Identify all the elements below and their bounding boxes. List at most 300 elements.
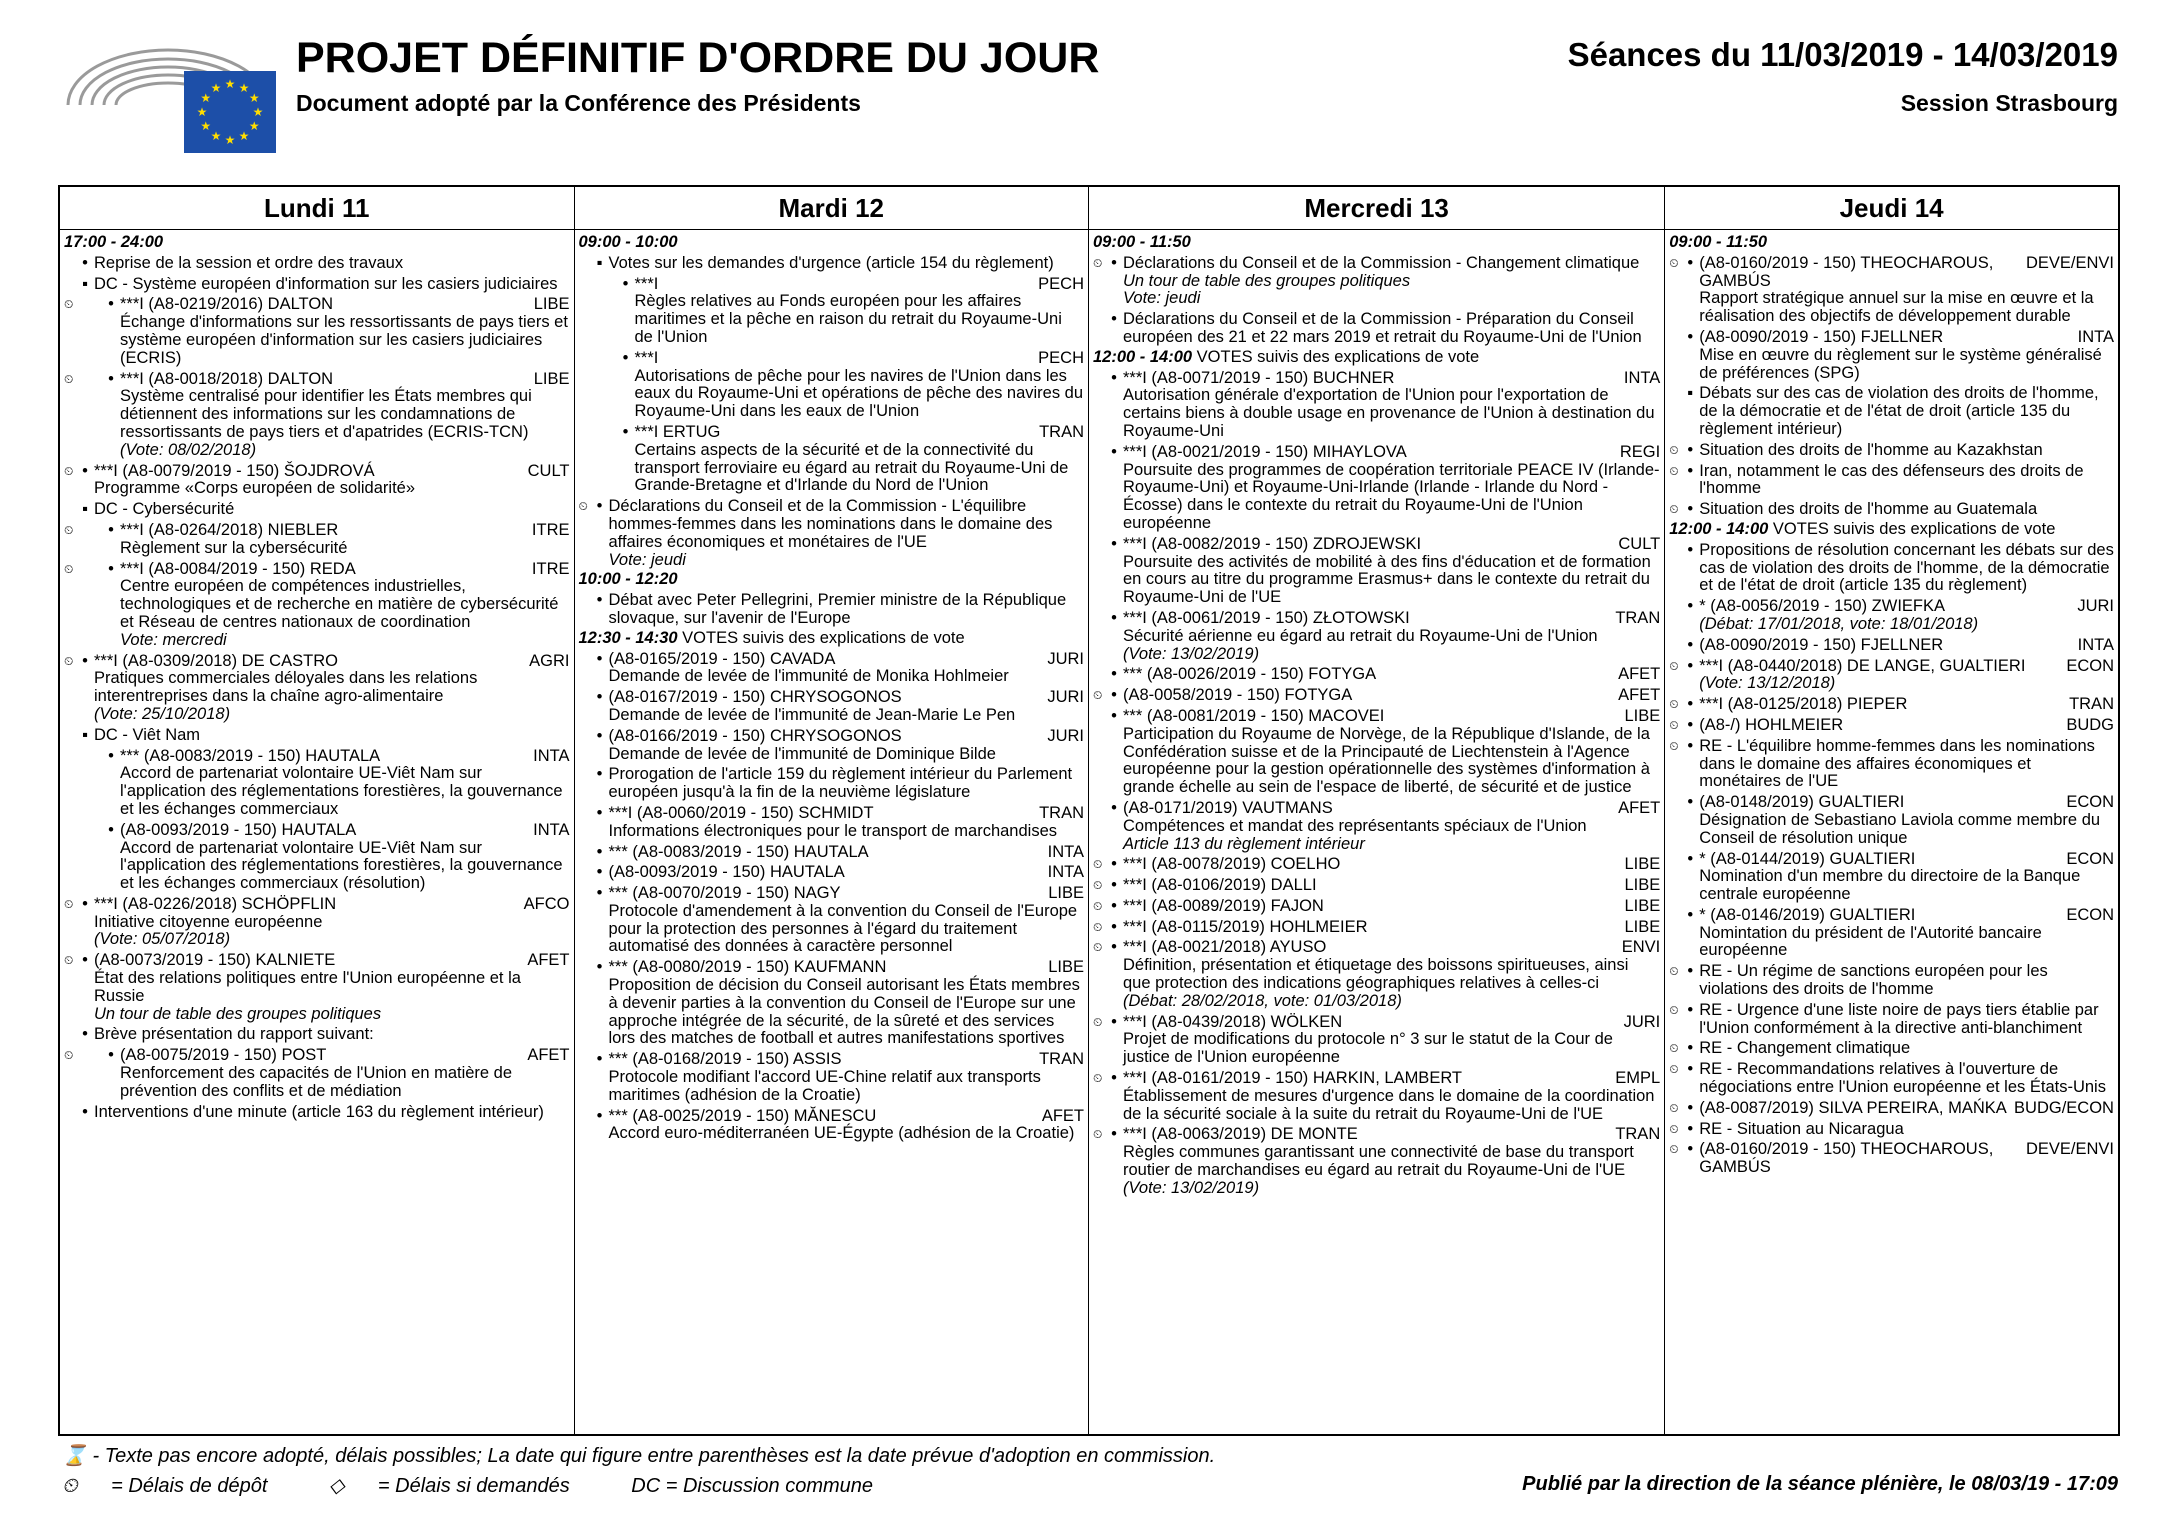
item-heading xyxy=(1123,800,1660,818)
bullet-icon: • xyxy=(622,274,629,293)
item-heading xyxy=(120,296,570,314)
clock-icon: ⏲ xyxy=(1669,717,1679,732)
item-heading xyxy=(1699,598,2114,616)
agenda-item xyxy=(64,653,570,724)
agenda-item xyxy=(1093,536,1660,607)
clock-spacer xyxy=(1669,637,1681,655)
bullet-icon: • xyxy=(1111,608,1117,627)
agenda-item xyxy=(64,748,570,819)
committee-code: AFET xyxy=(1618,798,1661,817)
committee-code: LIBE xyxy=(533,369,570,388)
clock-spacer xyxy=(579,805,591,841)
item-note: (Vote: 13/02/2019) xyxy=(1123,644,1260,663)
bullet-icon: • xyxy=(108,746,114,765)
item-title: Poursuite des activités de mobilité à des fins d'éducation et de formation en cours au titre du programme Erasmus+ dans le contexte du retrait du Royaume-Uni de l'UE xyxy=(1123,552,1651,607)
item-note: (Vote: 25/10/2018) xyxy=(94,704,231,723)
item-text xyxy=(1699,717,2114,735)
item-heading xyxy=(609,844,1085,862)
item-heading xyxy=(635,276,1085,294)
committee-code: LIBE xyxy=(1624,896,1661,915)
bullet-icon: • xyxy=(1111,534,1117,553)
day-header: Mardi 12 xyxy=(575,187,1089,230)
bullet-icon: • xyxy=(1687,597,1694,616)
item-text xyxy=(1699,637,2114,655)
item-heading xyxy=(1123,536,1660,554)
item-title: Interventions d'une minute (article 163 du règlement intérieur) xyxy=(94,1102,544,1121)
agenda-item xyxy=(64,561,570,650)
item-heading xyxy=(94,896,570,914)
bullet-icon: • xyxy=(596,842,603,861)
agenda-item xyxy=(579,1051,1085,1104)
item-text xyxy=(1699,738,2114,791)
bullet-icon: • xyxy=(82,461,88,480)
report-reference: (A8-0171/2019) VAUTMANS xyxy=(1123,798,1333,817)
item-note: Un tour de table des groupes politiques xyxy=(94,1004,382,1023)
clock-icon: ⏲ xyxy=(1669,964,1679,979)
committee-code: BUDG xyxy=(2066,715,2114,734)
bullet-icon: • xyxy=(1111,706,1117,725)
committee-code: REGI xyxy=(1619,442,1661,461)
report-reference: (A8-0167/2019 - 150) CHRYSOGONOS xyxy=(608,688,902,707)
agenda-item xyxy=(1093,255,1660,308)
committee-code: DEVE/ENVI xyxy=(2025,253,2114,272)
published-note: Publié par la direction de la séance plénière, le 08/03/19 - 17:09 xyxy=(1522,1473,2118,1495)
agenda-item xyxy=(1093,1070,1660,1123)
time-range: 12:00 - 14:00 xyxy=(1093,347,1193,366)
report-reference: ***I (A8-0084/2019 - 150) REDA xyxy=(120,559,356,578)
report-reference: (A8-0093/2019 - 150) HAUTALA xyxy=(120,820,357,839)
bullet-icon: • xyxy=(596,803,603,822)
clock-spacer xyxy=(1093,444,1105,533)
committee-code: LIBE xyxy=(1624,706,1661,725)
item-text xyxy=(1123,856,1660,874)
bullet-icon: • xyxy=(1687,461,1694,480)
item-title: Protocole modifiant l'accord UE-Chine relatif aux transports maritimes (adhésion de la Croatie) xyxy=(608,1068,1041,1104)
clock-spacer xyxy=(64,1104,76,1122)
item-note: (Vote: 13/02/2019) xyxy=(1123,1178,1260,1197)
item-text xyxy=(609,766,1085,802)
clock-spacer xyxy=(1093,800,1105,853)
agenda-item xyxy=(1669,1121,2114,1139)
bullet-icon: • xyxy=(82,253,88,272)
clock-icon: ⏲ xyxy=(64,561,74,576)
report-reference: (A8-0148/2019) GUALTIERI xyxy=(1699,793,1905,812)
item-note: (Débat: 28/02/2018, vote: 01/03/2018) xyxy=(1123,991,1402,1010)
clock-icon: ⏲ xyxy=(1093,1127,1103,1142)
eu-star-icon: ★ xyxy=(248,119,260,133)
report-reference: *** (A8-0168/2019 - 150) ASSIS xyxy=(608,1050,842,1069)
bullet-icon: • xyxy=(1687,656,1694,675)
day-column xyxy=(1089,187,1665,1434)
agenda-item xyxy=(1093,444,1660,533)
day-column xyxy=(575,187,1090,1434)
item-title: Situation des droits de l'homme au Kazakhstan xyxy=(1699,440,2043,459)
item-heading xyxy=(120,561,570,579)
bullet-icon: • xyxy=(1111,310,1117,329)
day-column xyxy=(60,187,575,1434)
item-title: RE - Changement climatique xyxy=(1699,1039,1911,1058)
item-heading xyxy=(1699,329,2114,347)
committee-code: ITRE xyxy=(531,520,570,539)
report-reference: (A8-0087/2019) SILVA PEREIRA, MAŃKA xyxy=(1699,1098,2007,1117)
item-heading xyxy=(1699,637,2114,655)
item-text xyxy=(120,371,570,460)
item-title: Reprise de la session et ordre des travaux xyxy=(94,253,404,272)
item-text xyxy=(609,498,1085,569)
day-body xyxy=(575,230,1089,1143)
item-text xyxy=(1699,385,2114,438)
item-text xyxy=(94,727,570,745)
committee-code: DEVE/ENVI xyxy=(2025,1140,2114,1159)
clock-icon: ⏲ xyxy=(64,522,74,537)
item-title: État des relations politiques entre l'Union européenne et la Russie xyxy=(94,969,521,1005)
committee-code: TRAN xyxy=(1039,422,1084,441)
item-note: (Vote: 05/07/2018) xyxy=(94,930,231,949)
committee-code: INTA xyxy=(533,746,570,765)
clock-icon: ⏲ xyxy=(1093,878,1103,893)
agenda-item xyxy=(1669,598,2114,634)
item-text xyxy=(609,592,1085,628)
report-reference: ***I (A8-0071/2019 - 150) BUCHNER xyxy=(1123,368,1395,387)
item-text xyxy=(94,463,570,499)
bullet-icon: • xyxy=(108,369,114,388)
item-title: Nomination d'un membre du directoire de la Banque centrale européenne xyxy=(1699,867,2081,904)
clock-spacer xyxy=(1093,311,1105,347)
bullet-icon: • xyxy=(82,1025,88,1044)
clock-spacer xyxy=(64,255,76,273)
committee-code: JURI xyxy=(1047,649,1084,668)
report-reference: ***I (A8-0061/2019 - 150) ZŁOTOWSKI xyxy=(1123,608,1410,627)
report-reference: ***I (A8-0226/2018) SCHÖPFLIN xyxy=(94,894,337,913)
agenda-item xyxy=(1669,1141,2114,1177)
bullet-icon: • xyxy=(596,1106,603,1125)
committee-code: INTA xyxy=(1047,863,1084,882)
bullet-icon: • xyxy=(1687,1000,1694,1019)
agenda-item xyxy=(1093,800,1660,853)
clock-spacer xyxy=(64,727,76,745)
committee-code: JURI xyxy=(2077,597,2114,616)
legend-diamond: ◇ = Délais si demandés xyxy=(328,1475,570,1497)
item-title: Désignation de Sebastiano Laviola comme membre du Conseil de résolution unique xyxy=(1699,810,2101,847)
agenda-item xyxy=(64,822,570,893)
agenda-item xyxy=(579,766,1085,802)
item-text xyxy=(609,689,1085,725)
item-text xyxy=(609,728,1085,764)
agenda-item xyxy=(579,844,1085,862)
eu-star-icon: ★ xyxy=(196,105,208,119)
report-reference: (A8-/) HOHLMEIER xyxy=(1699,715,1844,734)
committee-code: TRAN xyxy=(1615,608,1661,627)
item-heading xyxy=(1699,658,2114,676)
item-heading xyxy=(94,463,570,481)
bullet-icon: • xyxy=(1111,938,1117,957)
item-text xyxy=(1699,1100,2114,1118)
bullet-icon: • xyxy=(1687,793,1694,812)
eu-star-icon: ★ xyxy=(252,105,264,119)
clock-spacer xyxy=(1669,598,1681,634)
item-title: Accord euro-méditerranéen UE-Égypte (adhésion de la Croatie) xyxy=(608,1124,1075,1143)
report-reference: (A8-0058/2019 - 150) FOTYGA xyxy=(1123,686,1353,705)
report-reference: (A8-0073/2019 - 150) KALNIETE xyxy=(94,951,336,970)
item-heading xyxy=(1699,255,2114,291)
clock-icon: ⏲ xyxy=(1669,1041,1679,1056)
clock-icon: ⏲ xyxy=(62,1475,78,1497)
item-text xyxy=(1123,255,1660,308)
bullet-icon: ▪ xyxy=(596,253,603,272)
committee-code: EMPL xyxy=(1615,1069,1661,1088)
item-note: (Vote: 08/02/2018) xyxy=(120,440,257,459)
day-column xyxy=(1665,187,2118,1434)
agenda-item xyxy=(64,1047,570,1100)
item-text xyxy=(94,653,570,724)
item-title: Nomintation du président de l'Autorité bancaire européenne xyxy=(1699,923,2042,960)
committee-code: INTA xyxy=(2077,327,2114,346)
report-reference: ***I (A8-0089/2019) FAJON xyxy=(1123,896,1324,915)
clock-icon: ⏲ xyxy=(64,896,74,911)
bullet-icon: • xyxy=(82,651,88,670)
item-text xyxy=(635,350,1085,421)
item-text xyxy=(1123,311,1660,347)
clock-icon: ⏲ xyxy=(1093,940,1103,955)
item-text xyxy=(1699,329,2114,382)
agenda-item xyxy=(1669,658,2114,694)
bullet-icon: • xyxy=(108,520,114,539)
agenda-item xyxy=(1669,329,2114,382)
item-title: Initiative citoyenne européenne xyxy=(94,912,323,931)
agenda-item xyxy=(64,371,570,460)
item-text xyxy=(1699,907,2114,960)
item-title: Programme «Corps européen de solidarité» xyxy=(94,479,416,498)
agenda-item xyxy=(1093,939,1660,1010)
item-title: Autorisation générale d'exportation de l'Union pour l'exportation de certains biens à double usage en provenance de l'Union à destination du Royaume-Uni xyxy=(1123,386,1655,440)
clock-icon: ⏲ xyxy=(1093,1014,1103,1029)
item-title: Propositions de résolution concernant les débats sur des cas de violation des droits de l'homme, de la démocratie et de l'état de droit (article 135 du règlement) xyxy=(1699,540,2114,595)
bullet-icon: • xyxy=(1687,715,1694,734)
bullet-icon: • xyxy=(108,559,114,578)
agenda-item xyxy=(1669,255,2114,326)
agenda-item xyxy=(64,1104,570,1122)
item-title: Protocole d'amendement à la convention du Conseil de l'Europe pour la protection des personnes à l'égard du traitement automatisé des données à caractère personnel xyxy=(608,901,1078,956)
item-title: Règles communes garantissant une connectivité de base du transport routier de marchandises eu égard au retrait du Royaume-Uni de l'UE xyxy=(1123,1143,1634,1180)
agenda-item xyxy=(1669,542,2114,595)
bullet-icon: • xyxy=(1687,1039,1694,1058)
agenda-item xyxy=(1093,898,1660,916)
clock-icon: ⏲ xyxy=(1093,255,1103,270)
item-title: RE - Situation au Nicaragua xyxy=(1699,1119,1904,1138)
clock-spacer xyxy=(579,844,591,862)
time-slot xyxy=(1669,521,2114,539)
committee-code: ECON xyxy=(2066,793,2114,812)
item-title: Débat avec Peter Pellegrini, Premier ministre de la République slovaque, sur l'avenir de l'Europe xyxy=(608,591,1067,627)
agenda-item xyxy=(1093,1014,1660,1067)
agenda-item xyxy=(64,255,570,273)
time-slot xyxy=(579,571,1085,589)
item-title: Déclarations du Conseil et de la Commission - Préparation du Conseil européen des 21 et 22 mars 2019 et retrait du Royaume-Uni de l'Union xyxy=(1123,310,1642,346)
clock-spacer xyxy=(579,689,591,725)
report-reference: ***I (A8-0439/2018) WÖLKEN xyxy=(1123,1012,1343,1031)
agenda-item xyxy=(1093,687,1660,705)
item-text xyxy=(1699,542,2114,595)
bullet-icon: • xyxy=(1111,1125,1117,1144)
item-heading xyxy=(1123,370,1660,388)
agenda-item xyxy=(579,689,1085,725)
report-reference: ***I (A8-0021/2018) AYUSO xyxy=(1123,938,1327,957)
item-heading xyxy=(1123,856,1660,874)
time-range: 10:00 - 12:20 xyxy=(578,570,678,589)
committee-code: PECH xyxy=(1038,274,1084,293)
time-range: 09:00 - 10:00 xyxy=(578,233,678,251)
committee-code: INTA xyxy=(1623,368,1661,387)
item-note: Article 113 du règlement intérieur xyxy=(1123,834,1365,853)
item-text xyxy=(1123,708,1660,797)
footnote-hourglass: ⌛ - Texte pas encore adopté, délais possibles; La date qui figure entre parenthèses est la date prévue d'adoption en commission. xyxy=(62,1445,1216,1467)
item-heading xyxy=(635,350,1085,368)
committee-code: TRAN xyxy=(2069,695,2114,714)
item-title: RE - Urgence d'une liste noire de pays tiers établie par l'Union conformément à la directive anti-blanchiment xyxy=(1699,1000,2099,1037)
bullet-icon: • xyxy=(596,863,603,882)
item-heading xyxy=(1123,1014,1660,1032)
item-text xyxy=(1699,658,2114,694)
report-reference: *** (A8-0026/2019 - 150) FOTYGA xyxy=(1123,665,1377,684)
bullet-icon: • xyxy=(1687,635,1694,654)
report-reference: ***I (A8-0115/2019) HOHLMEIER xyxy=(1123,917,1368,936)
time-range: 09:00 - 11:50 xyxy=(1669,233,1768,251)
committee-code: AFET xyxy=(1618,686,1661,705)
agenda-item xyxy=(1669,1002,2114,1038)
report-reference: ***I (A8-0063/2019) DE MONTE xyxy=(1123,1125,1358,1144)
clock-spacer xyxy=(579,255,591,273)
committee-code: AFET xyxy=(527,1046,570,1065)
committee-code: TRAN xyxy=(1039,1050,1084,1069)
bullet-icon: • xyxy=(596,591,603,610)
report-reference: (A8-0165/2019 - 150) CAVADA xyxy=(608,649,836,668)
item-heading xyxy=(1699,717,2114,735)
item-text xyxy=(1123,800,1660,853)
item-heading xyxy=(1123,708,1660,726)
item-note: Vote: mercredi xyxy=(120,630,227,649)
item-text xyxy=(1699,598,2114,634)
item-text xyxy=(609,1051,1085,1104)
time-range: 12:00 - 14:00 xyxy=(1669,519,1769,538)
committee-code: TRAN xyxy=(1615,1125,1661,1144)
committee-code: INTA xyxy=(2077,635,2114,654)
committee-code: AFET xyxy=(527,951,570,970)
item-title: Demande de levée de l'immunité de Monika Hohlmeier xyxy=(608,667,1009,686)
bullet-icon: • xyxy=(596,884,603,903)
clock-icon: ⏲ xyxy=(1093,1071,1103,1086)
session-location: Session Strasbourg xyxy=(1900,90,2118,116)
item-title: Prorogation de l'article 159 du règlement intérieur du Parlement européen jusqu'à la fin de la neuvième législature xyxy=(608,765,1073,802)
day-body xyxy=(1089,230,1664,1198)
report-reference: ***I (A8-0021/2019 - 150) MIHAYLOVA xyxy=(1123,442,1407,461)
item-title: Pratiques commerciales déloyales dans les relations interentreprises dans la chaîne agro-alimentaire xyxy=(94,669,478,706)
item-title: Votes sur les demandes d'urgence (article 154 du règlement) xyxy=(608,253,1054,272)
committee-code: AGRI xyxy=(529,651,570,670)
item-text xyxy=(635,276,1085,347)
clock-icon: ⏲ xyxy=(1669,1121,1679,1136)
committee-code: INTA xyxy=(1047,842,1084,861)
bullet-icon: • xyxy=(1111,665,1117,684)
eu-star-icon: ★ xyxy=(238,129,250,144)
item-heading xyxy=(1123,666,1660,684)
bullet-icon: • xyxy=(596,765,603,784)
clock-spacer xyxy=(579,864,591,882)
agenda-item xyxy=(1669,501,2114,519)
item-note: Vote: jeudi xyxy=(608,550,686,569)
eu-star-icon: ★ xyxy=(200,119,212,133)
clock-spacer xyxy=(64,276,76,294)
agenda-item xyxy=(1669,907,2114,960)
clock-spacer xyxy=(579,651,591,687)
item-text xyxy=(609,651,1085,687)
committee-code: AFET xyxy=(1041,1106,1084,1125)
item-title: RE - Un régime de sanctions européen pour les violations des droits de l'homme xyxy=(1699,962,2048,999)
item-heading xyxy=(1123,939,1660,957)
item-title: Centre européen de compétences industrielles, technologiques et de recherche en matière de cybersécurité et Réseau de centres nationaux de coordination xyxy=(120,577,559,631)
item-text xyxy=(1123,536,1660,607)
bullet-icon: • xyxy=(1687,849,1694,868)
bullet-icon: ▪ xyxy=(82,274,88,293)
clock-icon: ⏲ xyxy=(578,499,588,514)
report-reference: ***I ERTUG xyxy=(634,422,721,441)
item-text xyxy=(1699,1061,2114,1097)
committee-code: BUDG/ECON xyxy=(2014,1098,2114,1117)
votes-label: VOTES suivis des explications de vote xyxy=(1196,347,1480,366)
item-text xyxy=(1123,370,1660,441)
item-title: RE - Recommandations relatives à l'ouverture de négociations entre l'Union européenne et les États-Unis xyxy=(1699,1060,2106,1097)
item-heading xyxy=(1699,1100,2114,1118)
clock-spacer xyxy=(579,959,591,1048)
item-text xyxy=(1123,919,1660,937)
eu-star-icon: ★ xyxy=(210,80,222,95)
bullet-icon: • xyxy=(622,422,629,441)
item-text xyxy=(1699,963,2114,999)
agenda-item xyxy=(579,1108,1085,1144)
item-text xyxy=(94,896,570,949)
item-text xyxy=(1123,444,1660,533)
item-text xyxy=(120,522,570,558)
clock-spacer xyxy=(1669,385,1681,438)
item-title: DC - Cybersécurité xyxy=(94,500,235,519)
report-reference: ***I xyxy=(634,274,659,293)
bullet-icon: • xyxy=(1687,1119,1694,1138)
report-reference: *** (A8-0080/2019 - 150) KAUFMANN xyxy=(608,958,887,977)
clock-icon: ⏲ xyxy=(1093,688,1103,703)
committee-code: ECON xyxy=(2066,905,2114,924)
clock-icon: ⏲ xyxy=(1669,1002,1679,1017)
item-text xyxy=(94,952,570,1023)
report-reference: (A8-0160/2019 - 150) THEOCHAROUS, GAMBÚS xyxy=(1699,253,1994,290)
item-text xyxy=(120,748,570,819)
item-title: DC - Viêt Nam xyxy=(94,725,201,744)
report-reference: ***I (A8-0309/2018) DE CASTRO xyxy=(94,651,338,670)
bullet-icon: • xyxy=(1111,253,1117,272)
item-text xyxy=(1123,666,1660,684)
agenda-item xyxy=(579,350,1085,421)
agenda-item xyxy=(1669,1100,2114,1118)
item-note: Vote: jeudi xyxy=(1123,289,1201,308)
report-reference: (A8-0093/2019 - 150) HAUTALA xyxy=(608,863,845,882)
item-title: Certains aspects de la sécurité et de la connectivité du transport ferroviaire eu égard au retrait du Royaume-Uni de Grande-Bretagne et d'Irlande du Nord de l'Union xyxy=(634,440,1069,495)
clock-spacer xyxy=(579,424,591,495)
item-text xyxy=(635,424,1085,495)
clock-spacer xyxy=(1093,370,1105,441)
clock-icon: ⏲ xyxy=(1093,919,1103,934)
report-reference: ***I (A8-0078/2019) COELHO xyxy=(1123,855,1341,874)
item-heading xyxy=(1699,907,2114,925)
agenda-item xyxy=(579,885,1085,956)
item-title: DC - Système européen d'information sur les casiers judiciaires xyxy=(94,274,558,293)
